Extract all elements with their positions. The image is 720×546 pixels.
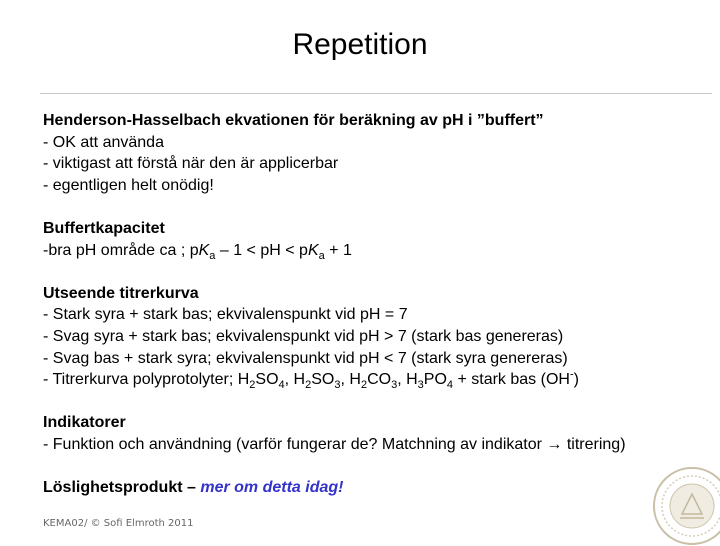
- list-item: - OK att använda: [43, 133, 164, 151]
- list-item: - egentligen helt onödig!: [43, 176, 214, 194]
- title-divider: [40, 93, 712, 94]
- slide-footer: KEMA02/ © Sofi Elmroth 2011: [43, 518, 194, 529]
- slide-body: [43, 110, 713, 499]
- list-item: - Svag bas + stark syra; ekvivalenspunkt vid pH < 7 (stark syra genereras): [43, 349, 568, 367]
- section-heading-buffertkapacitet: Buffertkapacitet: [43, 219, 165, 237]
- university-seal-icon: [652, 466, 720, 546]
- list-item: - Stark syra + stark bas; ekvivalenspunkt vid pH = 7: [43, 306, 408, 324]
- section-heading-titrerkurva: Utseende titrerkurva: [43, 284, 199, 302]
- arrow-right-icon: →: [546, 435, 563, 453]
- polyprotic-line: - Titrerkurva polyprotolyter; $H_2SO_4$, $H_2SO_3$, $H_2CO_3$, $H_3PO_4$ + stark bas (OH-): [43, 368, 579, 392]
- list-item: - viktigast att förstå när den är applicerbar: [43, 155, 339, 173]
- list-item: - Svag syra + stark bas; ekvivalenspunkt vid pH > 7 (stark bas genereras): [43, 327, 564, 345]
- slide-title: Repetition: [292, 28, 428, 61]
- highlight-text: mer om detta idag!: [200, 479, 344, 497]
- section-heading-henderson: Henderson-Hasselbach ekvationen för beräkning av pH i ”buffert”: [43, 112, 544, 129]
- section-heading-loslighet: Löslighetsprodukt – mer om detta idag!: [43, 479, 344, 497]
- buffer-range-line: -bra pH område ca ; $pK_a - 1$ < pH < $pK_a + 1$: [43, 241, 352, 262]
- section-heading-indikatorer: Indikatorer: [43, 414, 126, 432]
- indicator-line: - Funktion och användning (varför fungerar de? Matchning av indikator → titrering): [43, 435, 626, 453]
